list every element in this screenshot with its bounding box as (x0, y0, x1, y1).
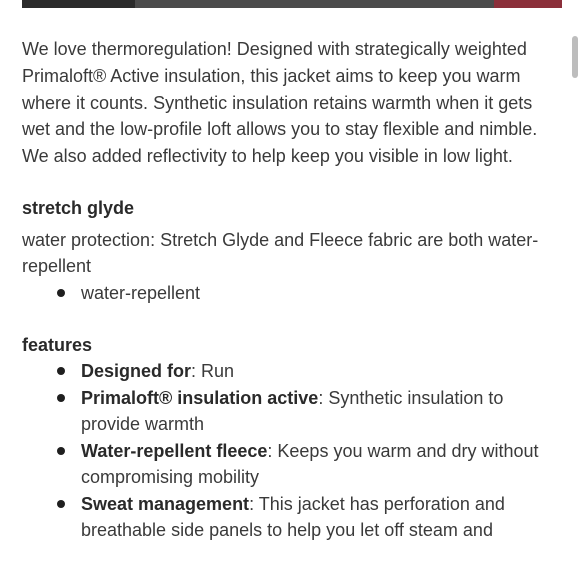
bullet-icon (57, 289, 65, 297)
bullet-icon (57, 394, 65, 402)
feature-text: : This jacket has perforation and breathable side panels to help you let off steam and (81, 493, 505, 541)
top-tab-gray[interactable] (135, 0, 494, 8)
top-tab-bar (22, 0, 562, 8)
stretch-glyde-list (22, 280, 552, 307)
product-description (22, 36, 552, 544)
feature-text: : Synthetic insulation to provide warmth (81, 387, 504, 435)
scrollbar-thumb[interactable] (572, 36, 578, 78)
list-item (22, 280, 552, 307)
bullet-icon (57, 500, 65, 508)
feature-item (22, 438, 552, 491)
stretch-glyde-heading: stretch glyde (22, 197, 135, 218)
feature-label: Water-repellent fleece (81, 440, 268, 461)
description-text: We love thermoregulation! Designed with strategically weighted Primaloft® Active insulation, this jacket aims to keep you warm where it counts. Synthetic insulation retains warmth when it gets wet and the low-profile loft allows you to stay flexible and nimble. We also added reflectivity to help keep you visible in low light. (22, 39, 538, 167)
feature-item (22, 358, 552, 385)
stretch-glyde-text: water protection: Stretch Glyde and Fleece fabric are both water-repellent (22, 229, 539, 277)
list-item-text: water-repellent (81, 282, 201, 303)
top-tab-accent[interactable] (494, 0, 562, 8)
feature-label: Sweat management (81, 493, 250, 514)
top-tab-dark[interactable] (22, 0, 135, 8)
bullet-icon (57, 367, 65, 375)
feature-item (22, 385, 552, 438)
features-list (22, 358, 552, 544)
features-heading: features (22, 335, 93, 356)
bullet-icon (57, 447, 65, 455)
feature-item (22, 491, 552, 544)
feature-text: : Run (191, 361, 235, 382)
feature-text: : Keeps you warm and dry without compromising mobility (81, 440, 539, 488)
feature-label: Primaloft® insulation active (81, 387, 319, 408)
feature-label: Designed for (81, 361, 192, 382)
